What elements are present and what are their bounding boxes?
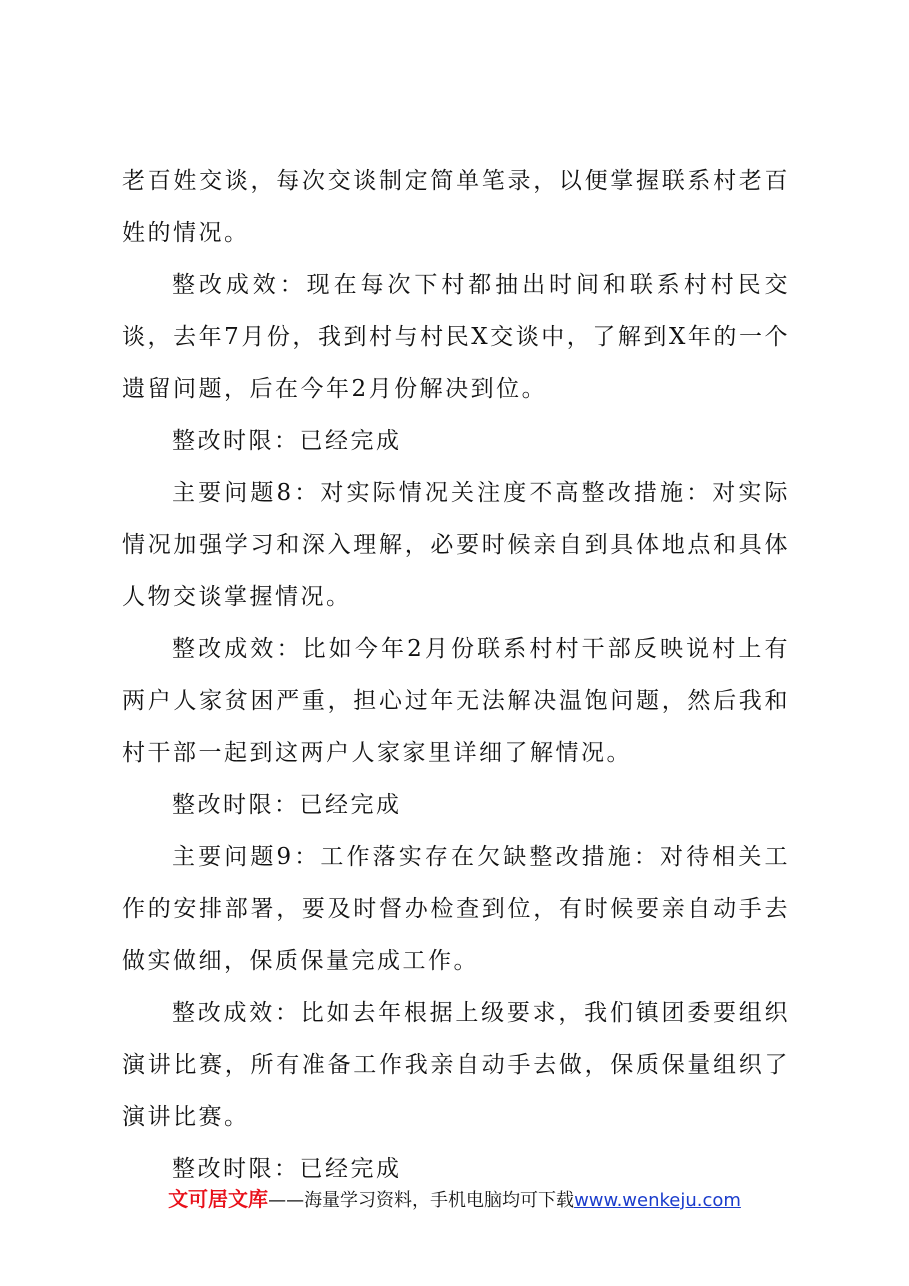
paragraph-rectification-deadline: 整改时限：已经完成 bbox=[172, 1156, 402, 1182]
paragraph-rectification-result: 整改成效：比如去年根据上级要求，我们镇团委要组织演讲比赛，所有准备工作我亲自动手去做，保质保量组织了演讲比赛。 bbox=[122, 1000, 790, 1130]
paragraph-rectification-deadline: 整改时限：已经完成 bbox=[172, 428, 402, 454]
paragraph-rectification-result: 整改成效：现在每次下村都抽出时间和联系村村民交谈，去年7月份，我到村与村民X交谈中，了解到X年的一个遗留问题，后在今年2月份解决到位。 bbox=[122, 272, 790, 402]
paragraph-main-problem-8: 主要问题8：对实际情况关注度不高整改措施：对实际情况加强学习和深入理解，必要时候亲自到具体地点和具体人物交谈掌握情况。 bbox=[122, 480, 790, 610]
paragraph-continuation: 老百姓交谈，每次交谈制定简单笔录，以便掌握联系村老百姓的情况。 bbox=[122, 168, 790, 246]
footer-brand: 文可居文库 bbox=[168, 1187, 269, 1211]
footer-site-link[interactable]: www.wenkeju.com bbox=[574, 1190, 741, 1211]
document-body bbox=[122, 155, 790, 1195]
page-footer bbox=[0, 1183, 909, 1212]
footer-slogan: ——海量学习资料，手机电脑均可下载 bbox=[268, 1190, 575, 1211]
paragraph-rectification-result: 整改成效：比如今年2月份联系村村干部反映说村上有两户人家贫困严重，担心过年无法解决温饱问题，然后我和村干部一起到这两户人家家里详细了解情况。 bbox=[122, 636, 790, 766]
paragraph-rectification-deadline: 整改时限：已经完成 bbox=[172, 792, 402, 818]
paragraph-main-problem-9: 主要问题9：工作落实存在欠缺整改措施：对待相关工作的安排部署，要及时督办检查到位，有时候要亲自动手去做实做细，保质保量完成工作。 bbox=[122, 844, 790, 974]
